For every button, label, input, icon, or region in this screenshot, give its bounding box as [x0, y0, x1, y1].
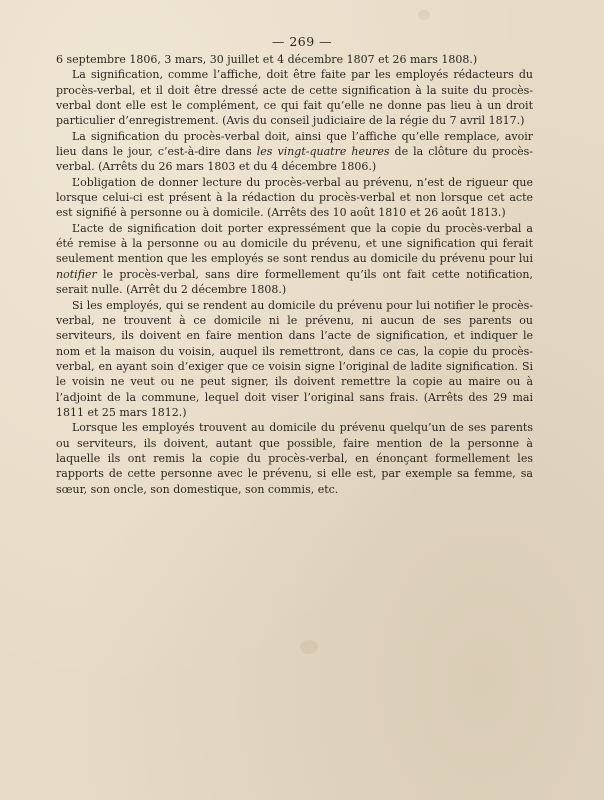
italic-word: notifier: [56, 267, 97, 281]
paragraph-1: 6 septembre 1806, 3 mars, 30 juillet et 4 décembre 1807 et 26 mars 1808.): [56, 53, 478, 66]
paragraph-6: Si les employés, qui se rendent au domicile du prévenu pour lui notifier le procès-verbal, ne trouvent à ce domicile ni le prévenu, ni aucun de ses parents ou serviteurs, ils doivent en faire mention dans l’acte de signification, et indiquer le nom et la maison du voisin, auquel ils remettront, dans ce cas, la copie du procès-verbal, en ayant soin d’exiger que ce voisin signe l’original de ladite signification. Si le voisin ne veut ou ne peut signer, ils doivent remettre la copie au maire ou à l’adjoint de la commune, lequel doit viser l’original sans frais. (Arrêts des 29 mai 1811 et 25 mars 1812.): [56, 298, 533, 419]
paragraph-2: La signification, comme l’affiche, doit être faite par les employés rédacteurs du procès-verbal, et il doit être dressé acte de cette signification à la suite du procès-verbal dont elle est le complément, ce qui fait qu’elle ne donne pas lieu à un droit particulier d’enregistrement. (Avis du conseil judiciaire de la régie du 7 avril 1817.): [56, 68, 533, 128]
paper-stain: [418, 10, 430, 20]
paragraph-3: La signification du procès-verbal doit, ainsi que l’affiche qu’elle remplace, avoir lieu dans le jour, c’est-à-dire dans les vingt-quatre heures de la clôture du procès-verbal. (Arrêts du 26 mars 1803 et du 4 décembre 1806.): [56, 129, 533, 174]
paragraph-4: L’obligation de donner lecture du procès-verbal au prévenu, n’est de rigueur que lorsque celui-ci est présent à la rédaction du procès-verbal et non lorsque cet acte est signifié à personne ou à domicile. (Arrêts des 10 août 1810 et 26 août 1813.): [56, 175, 533, 220]
paragraph-5: L’acte de signification doit porter expressément que la copie du procès-verbal a été remise à la personne ou au domicile du prévenu, et une signification qui ferait seulement mention que les employés se sont rendus au domicile du prévenu pour lui notifier le procès-verbal, sans dire formellement qu’ils ont fait cette notification, serait nulle. (Arrêt du 2 décembre 1808.): [56, 221, 533, 297]
page-number: — 269 —: [271, 34, 333, 49]
italic-phrase: les vingt-quatre heures: [256, 145, 390, 159]
text-body: [56, 52, 533, 497]
paper-stain: [300, 640, 318, 654]
paragraph-7: Lorsque les employés trouvent au domicile du prévenu quelqu’un de ses parents ou serviteurs, ils doivent, autant que possible, faire mention de la personne à laquelle ils ont remis la copie du procès-verbal, en énonçant formellement les rapports de cette personne avec le prévenu, si elle est, par exemple sa femme, sa sœur, son oncle, son domestique, son commis, etc.: [56, 421, 533, 496]
